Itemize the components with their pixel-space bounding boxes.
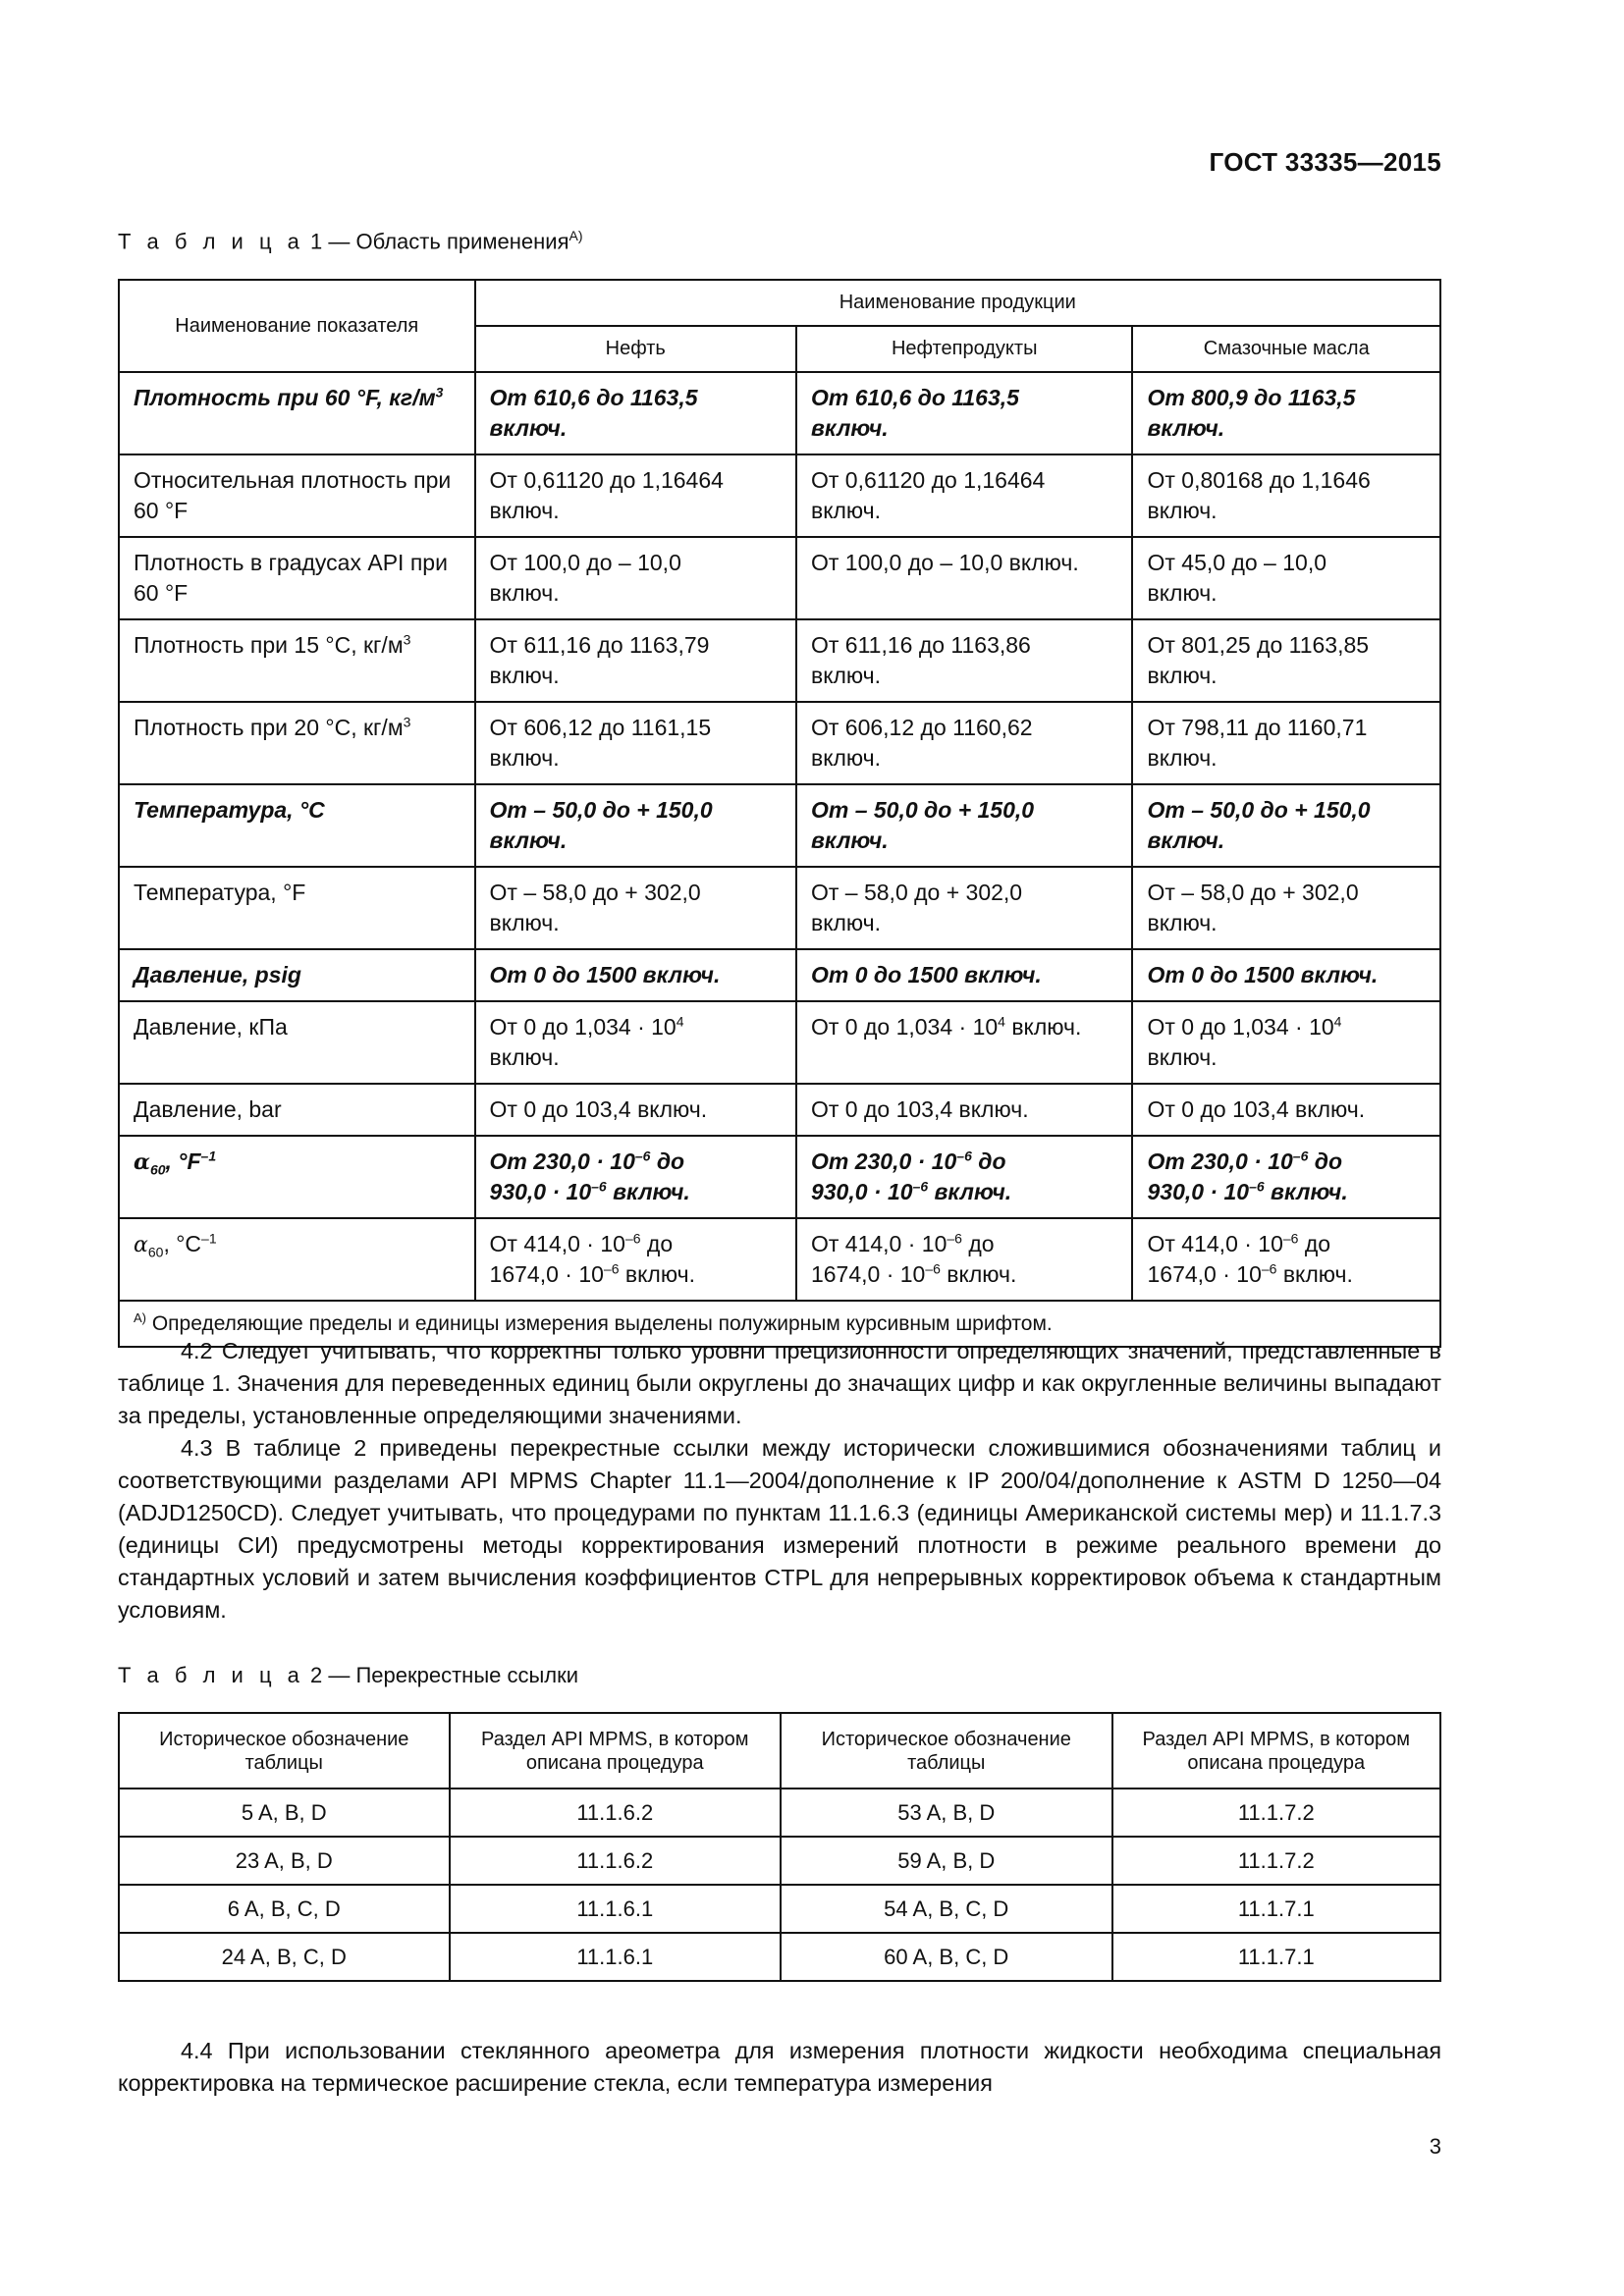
header-petroleum-products: Нефтепродукты [796, 326, 1133, 372]
table-row: $\alpha_{60}$, $^\circ F^{-1}$ От $230,0 \cdot 10^{-6}$ до $930,0 \cdot 10^{-6}$ включ. От $230,0 \cdot 10^{-6}$ до $930,0 \cdot 10^{-6}$ включ. От $230,0 \cdot 10^{-6}$ до $930,0 \cdot 10^{-6}$ включ. [119, 1136, 1440, 1218]
document-code: ГОСТ 33335—2015 [1209, 147, 1441, 177]
header-oil: Нефть [475, 326, 796, 372]
table-row: 24 A, B, C, D 11.1.6.1 60 A, B, C, D 11.1.7.1 [119, 1933, 1440, 1981]
header-indicator: Наименование показателя [119, 280, 475, 372]
table-row: Температура, °С От – 50,0 до + 150,0 включ. От – 50,0 до + 150,0 включ. От – 50,0 до + 150,0 включ. [119, 784, 1440, 867]
table-row: Плотность при 20 °С, $кг/м^3$ От 606,12 до 1161,15 включ. От 606,12 до 1160,62 включ. От 798,11 до 1160,71 включ. [119, 702, 1440, 784]
table-row: 23 A, B, D 11.1.6.2 59 A, B, D 11.1.7.2 [119, 1837, 1440, 1885]
header-api-section: Раздел API MPMS, в котором описана процедура [450, 1713, 781, 1789]
table-row: Давление, bar От 0 до 103,4 включ. От 0 до 103,4 включ. От 0 до 103,4 включ. [119, 1084, 1440, 1136]
table-row: Плотность в градусах API при 60 °F От 100,0 до – 10,0 включ. От 100,0 до – 10,0 включ. От 45,0 до – 10,0 включ. [119, 537, 1440, 619]
paragraph-4-4: 4.4 При использовании стеклянного ареометра для измерения плотности жидкости необходима специальная корректировка на термическое расширение стекла, если температура измерения [118, 2038, 1441, 2096]
cross-reference-table [118, 1712, 1441, 1982]
paragraph-4-3: 4.3 В таблице 2 приведены перекрестные ссылки между исторически сложившимися обозначениями таблиц и соответствующими разделами API MPMS Chapter 11.1—2004/дополнение к IP 200/04/дополнение к ASTM D 1250—04 (ADJD1250CD). Следует учитывать, что процедурами по пунктам 11.1.6.3 (единицы Американской системы мер) и 11.1.7.3 (единицы СИ) предусмотрены методы корректирования измерений плотности в режиме реального времени до стандартных условий и затем вычисления коэффициентов CTPL для непрерывных корректировок объема к стандартным условиям. [118, 1435, 1441, 1623]
table2-caption: Т а б л и ц а 2 — Перекрестные ссылки [118, 1663, 579, 1687]
table-row: Давление, psig От 0 до 1500 включ. От 0 до 1500 включ. От 0 до 1500 включ. [119, 949, 1440, 1001]
table-row: Температура, °F От – 58,0 до + 302,0 включ. От – 58,0 до + 302,0 включ. От – 58,0 до + 302,0 включ. [119, 867, 1440, 949]
table-footnote-row: $^{A)}$ Определяющие пределы и единицы измерения выделены полужирным курсивным шрифтом. [119, 1301, 1440, 1347]
table-footnote: Определяющие пределы и единицы измерения выделены полужирным курсивным шрифтом. [146, 1312, 1053, 1335]
table-row: Плотность при 60 °F, $кг/м^3$ От 610,6 до 1163,5 включ. От 610,6 до 1163,5 включ. От 800,9 до 1163,5 включ. [119, 372, 1440, 454]
header-historical-designation: Историческое обозначение таблицы [119, 1713, 450, 1789]
header-historical-designation-2: Историческое обозначение таблицы [781, 1713, 1112, 1789]
table-row: 6 A, B, C, D 11.1.6.1 54 A, B, C, D 11.1.7.1 [119, 1885, 1440, 1933]
page-number: 3 [1429, 2134, 1441, 2159]
table-row: $\alpha_{60}$, $^\circ С^{-1}$ От $414,0 \cdot 10^{-6}$ до $1674,0 \cdot 10^{-6}$ включ. От $414,0 \cdot 10^{-6}$ до $1674,0 \cdot 10^{-6}$ включ. От $414,0 \cdot 10^{-6}$ до $1674,0 \cdot 10^{-6}$ включ. [119, 1218, 1440, 1301]
header-product: Наименование продукции [475, 280, 1440, 326]
header-lubricating-oils: Смазочные масла [1132, 326, 1440, 372]
table1-caption: Т а б л и ц а 1 — Область применения$^{A)}$ [118, 228, 583, 254]
header-api-section-2: Раздел API MPMS, в котором описана процедура [1112, 1713, 1440, 1789]
paragraph-4-2: 4.2 Следует учитывать, что корректны только уровни прецизионности определяющих значений, представленные в таблице 1. Значения для переведенных единиц были округлены до значащих цифр и как округленные величины выпадают за пределы, установленные определяющими значениями. [118, 1338, 1441, 1428]
table-row: Относительная плотность при 60 °F От 0,61120 до 1,16464 включ. От 0,61120 до 1,16464 включ. От 0,80168 до 1,1646 включ. [119, 454, 1440, 537]
table-row: Плотность при 15 °С, $кг/м^3$ От 611,16 до 1163,79 включ. От 611,16 до 1163,86 включ. От 801,25 до 1163,85 включ. [119, 619, 1440, 702]
table-row: Давление, кПа От 0 до $1,034 \cdot 10^4$ включ. От 0 до $1,034 \cdot 10^4$ включ. От 0 до $1,034 \cdot 10^4$ включ. [119, 1001, 1440, 1084]
scope-table [118, 279, 1441, 1348]
table-row: 5 A, B, D 11.1.6.2 53 A, B, D 11.1.7.2 [119, 1789, 1440, 1837]
